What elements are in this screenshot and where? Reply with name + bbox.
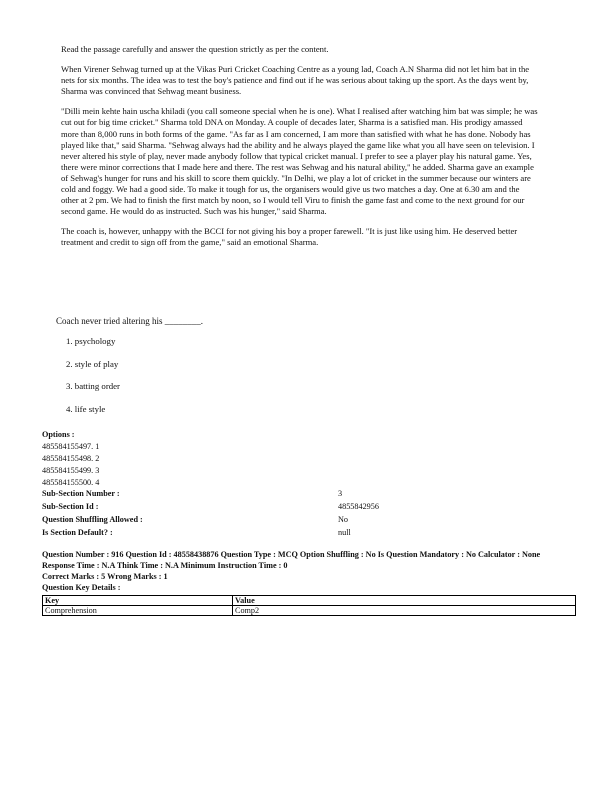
answer-options: [66, 336, 120, 426]
option-id: 485584155498. 2: [42, 454, 100, 463]
shuffle-value: No: [338, 515, 349, 524]
question-key-table: [42, 595, 576, 616]
subsection-id-label: Sub-Section Id :: [42, 502, 99, 511]
marks-line: Correct Marks : 5 Wrong Marks : 1: [42, 572, 168, 581]
key-cell: Comprehension: [43, 606, 233, 616]
passage: [61, 44, 539, 258]
shuffle-label: Question Shuffling Allowed :: [42, 515, 143, 524]
response-time-line: Response Time : N.A Think Time : N.A Minimum Instruction Time : 0: [42, 561, 288, 570]
section-default-value: null: [338, 528, 351, 537]
value-cell: Comp2: [233, 606, 576, 616]
passage-paragraph-3: The coach is, however, unhappy with the BCCI for not giving his boy a proper farewell. "It is just like using him. He deserved better treatment and credit to sign off from the game," said an emotional Sharma.: [61, 226, 518, 248]
answer-option: 3. batting order: [66, 381, 120, 391]
question-header-line: Question Number : 916 Question Id : 48558438876 Question Type : MCQ Option Shuffling : No Is Question Mandatory : No Calculator : None: [42, 550, 541, 559]
passage-paragraph-1: When Virener Sehwag turned up at the Vikas Puri Cricket Coaching Centre as a young lad, Coach A.N Sharma did not let him bat in the nets for six months. The idea was to test the boy's patience and find out if he was serious about taking up the sport. As the days went by, Sharma was convinced that Sehwag meant business.: [61, 64, 530, 97]
table-row: [43, 606, 576, 616]
answer-option: 1. psychology: [66, 336, 116, 346]
subsection-number-label: Sub-Section Number :: [42, 489, 120, 498]
options-block: [42, 430, 99, 490]
answer-option: 2. style of play: [66, 358, 119, 369]
option-id: 485584155499. 3: [42, 466, 100, 475]
options-title: Options :: [42, 430, 75, 439]
subsection-id-value: 4855842956: [338, 502, 379, 511]
option-id: 485584155500. 4: [42, 478, 100, 487]
value-header: Value: [233, 596, 576, 606]
question-text: Coach never tried altering his ________.: [56, 316, 203, 326]
passage-paragraph-2: "Dilli mein kehte hain uscha khiladi (you call someone special when he is one). What I realised after watching him bat was simple; he was cut out for big time cricket." Sharma told DNA on Monday. A couple of decades later, Sharma is a satisfied man. His prodigy amassed more than 8,000 runs in both forms of the game. "As far as I am concerned, I am more than satisfied with what he has done. Nobody has played like that," said Sharma. "Sehwag always had the ability and he always played the game like what you all have seen on television. I never altered his style of play, never made anybody follow that typical cricket manual. I prefer to see a player play his natural game. Yes, there were minor corrections that I made here and there. The rest was Sehwag and his natural ability," he added. Sharma gave an example of Sehwag's hunger for runs and his skill to score them quickly. "In Delhi, we play a lot of cricket in the summer because our winters are cold and foggy. We had a good side. To make it tough for us, the organisers would give us two matches a day. One at 6.30 am and the other at 2 pm. We had to finish the first match by noon, so I would tell Viru to finish the game fast and come to the next ground for our second game. He would do as instructed. Such was his hunger," said Sharma.: [61, 106, 538, 217]
option-id: 485584155497. 1: [42, 442, 100, 451]
subsection-number-value: 3: [338, 489, 343, 498]
answer-option: 4. life style: [66, 403, 106, 414]
key-details-title: Question Key Details :: [42, 583, 121, 592]
passage-instruction: Read the passage carefully and answer the question strictly as per the content.: [61, 44, 329, 54]
key-header: Key: [43, 596, 233, 606]
section-default-label: Is Section Default? :: [42, 528, 113, 537]
table-row: [43, 596, 576, 606]
